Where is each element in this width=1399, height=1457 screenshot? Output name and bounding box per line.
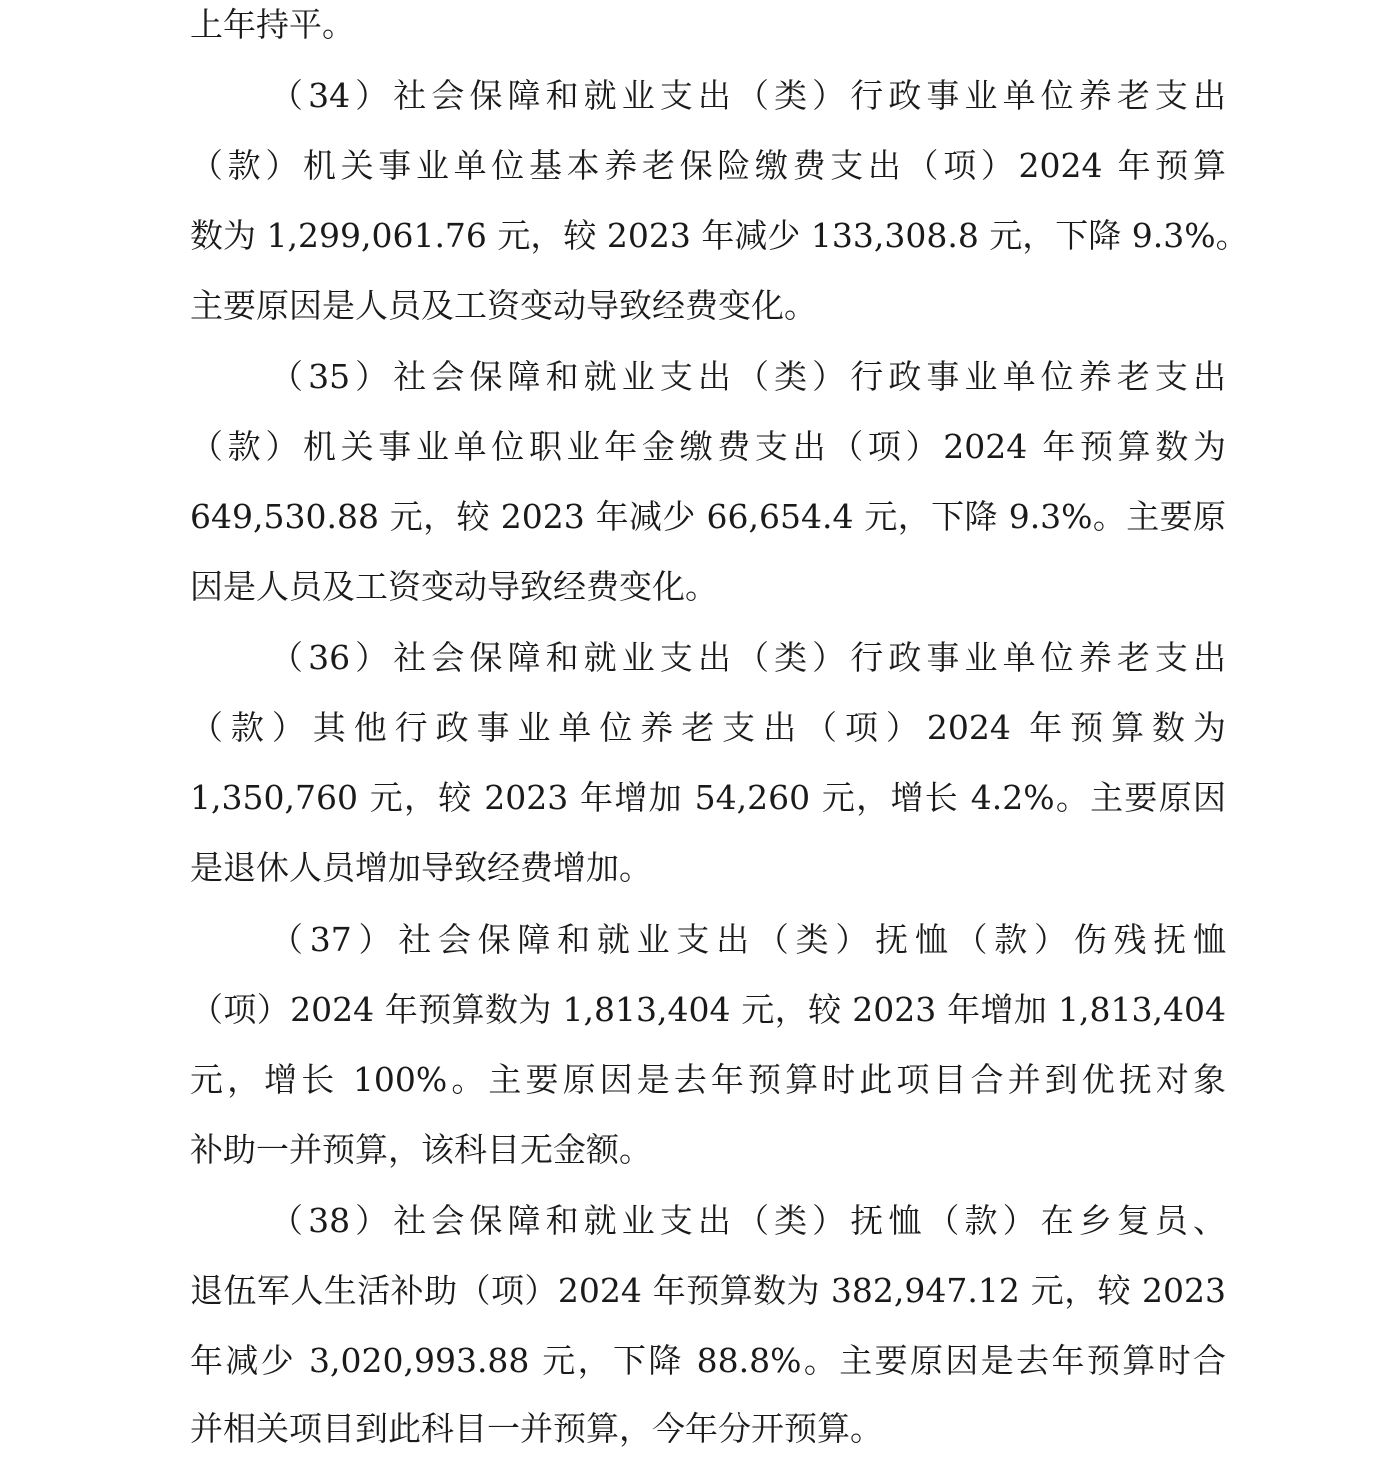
- paragraph-37-line-3: 元，增长 100%。主要原因是去年预算时此项目合并到优抚对象: [190, 1060, 1226, 1099]
- paragraph-37-line-1: （37）社会保障和就业支出（类）抚恤（款）伤残抚恤: [270, 920, 1226, 959]
- paragraph-34-line-1: （34）社会保障和就业支出（类）行政事业单位养老支出: [270, 76, 1226, 115]
- paragraph-35-line-1: （35）社会保障和就业支出（类）行政事业单位养老支出: [270, 357, 1226, 396]
- text-line: 上年持平。: [190, 5, 355, 44]
- paragraph-35-line-4: 因是人员及工资变动导致经费变化。: [190, 567, 718, 606]
- paragraph-34-line-2: （款）机关事业单位基本养老保险缴费支出（项）2024 年预算: [190, 146, 1226, 185]
- paragraph-38-line-3: 年减少 3,020,993.88 元，下降 88.8%。主要原因是去年预算时合: [190, 1341, 1226, 1380]
- paragraph-37-line-2: （项）2024 年预算数为 1,813,404 元，较 2023 年增加 1,813,404: [190, 990, 1226, 1029]
- paragraph-36-line-1: （36）社会保障和就业支出（类）行政事业单位养老支出: [270, 638, 1226, 677]
- paragraph-35-line-2: （款）机关事业单位职业年金缴费支出（项）2024 年预算数为: [190, 427, 1226, 466]
- paragraph-38-line-1: （38）社会保障和就业支出（类）抚恤（款）在乡复员、: [270, 1201, 1226, 1240]
- paragraph-38-line-4: 并相关项目到此科目一并预算，今年分开预算。: [190, 1409, 883, 1448]
- paragraph-37-line-4: 补助一并预算，该科目无金额。: [190, 1130, 652, 1169]
- paragraph-34-line-3: 数为 1,299,061.76 元，较 2023 年减少 133,308.8 元，下降 9.3%。: [190, 216, 1249, 255]
- paragraph-36-line-4: 是退休人员增加导致经费增加。: [190, 848, 652, 887]
- paragraph-36-line-2: （款）其他行政事业单位养老支出（项）2024 年预算数为: [190, 708, 1226, 747]
- paragraph-34-line-4: 主要原因是人员及工资变动导致经费变化。: [190, 286, 817, 325]
- paragraph-38-line-2: 退伍军人生活补助（项）2024 年预算数为 382,947.12 元，较 2023: [190, 1271, 1226, 1310]
- paragraph-35-line-3: 649,530.88 元，较 2023 年减少 66,654.4 元，下降 9.3%。主要原: [190, 497, 1226, 536]
- paragraph-36-line-3: 1,350,760 元，较 2023 年增加 54,260 元，增长 4.2%。主要原因: [190, 778, 1226, 817]
